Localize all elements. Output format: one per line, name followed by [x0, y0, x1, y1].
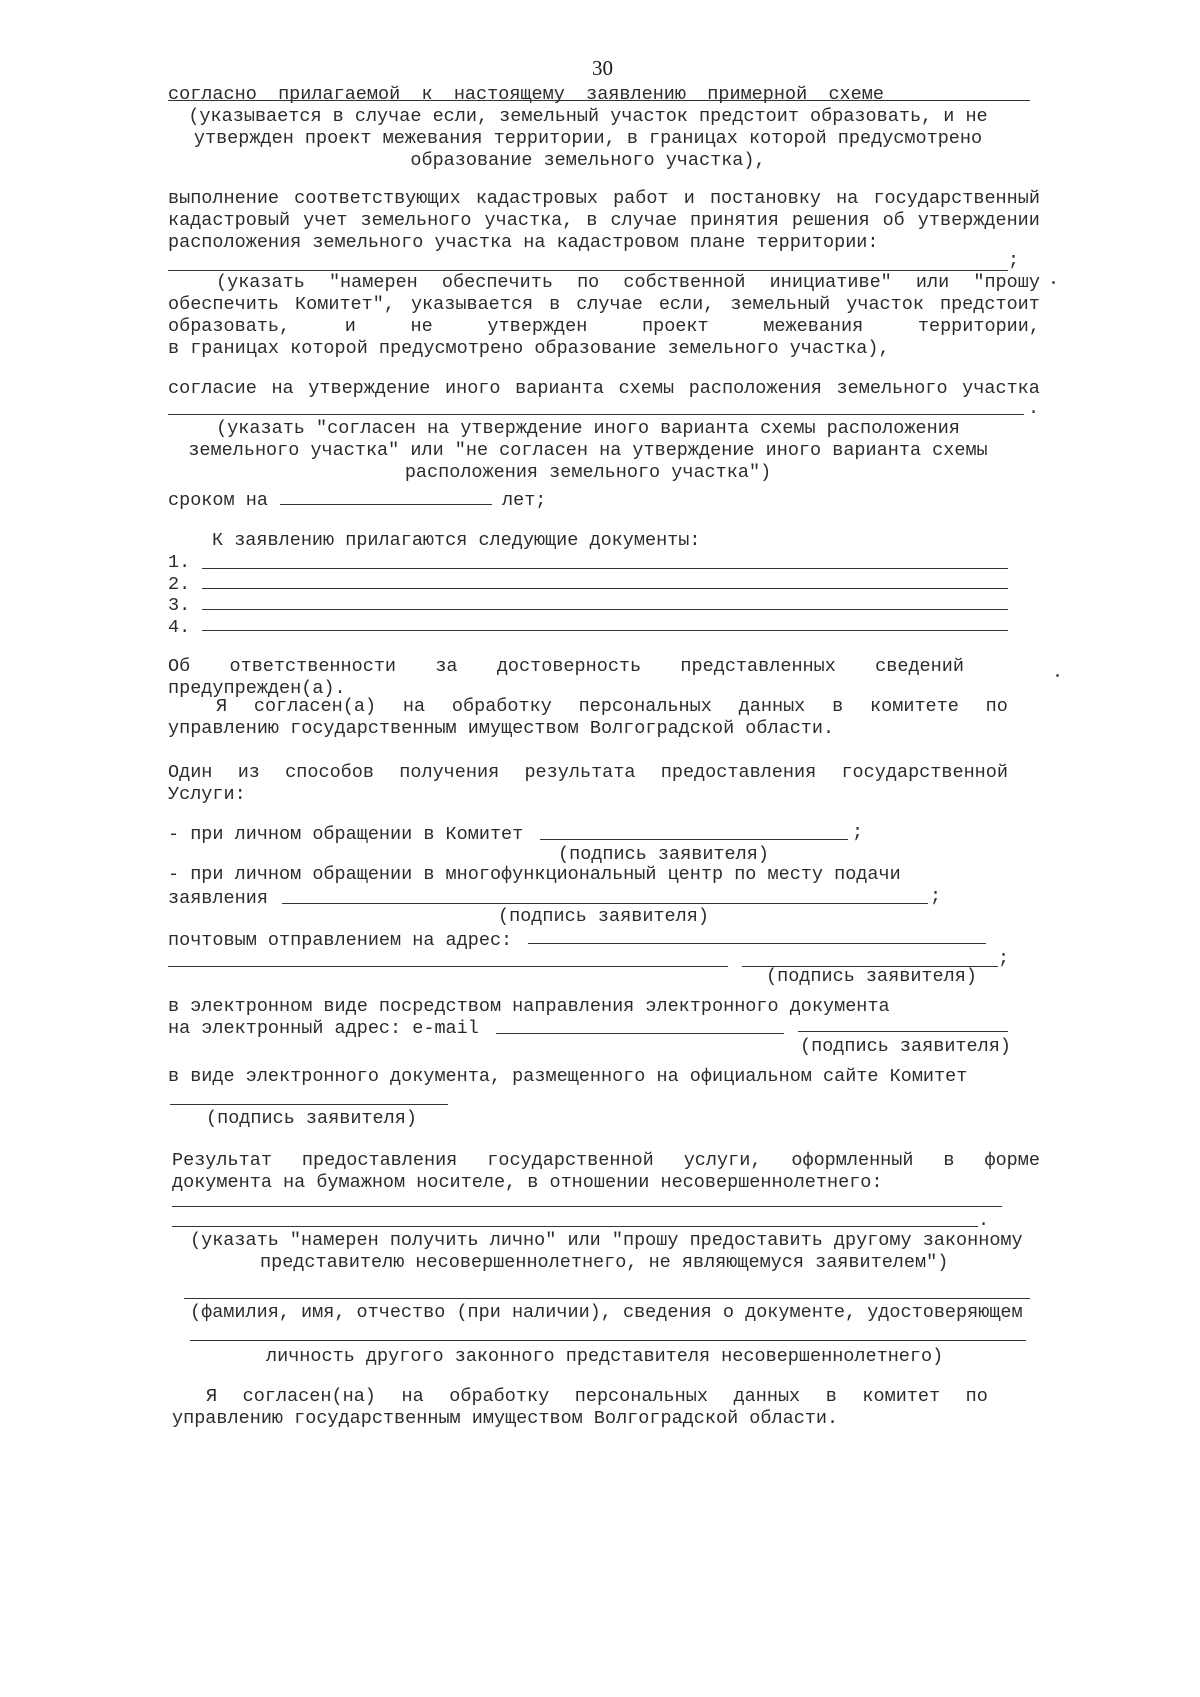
word: схеме: [828, 84, 884, 105]
word: собственной: [623, 272, 746, 293]
variant-note-3: расположения земельного участка"): [404, 462, 772, 483]
signature-caption: (подпись заявителя): [766, 966, 977, 987]
cadastral-line-1: [168, 188, 1040, 209]
scheme-note-3: образование земельного участка),: [410, 150, 766, 171]
word: территории,: [917, 316, 1040, 337]
result-period: .: [978, 1210, 990, 1231]
scan-speck: [1056, 674, 1059, 677]
electronic-method-line-2: на электронный адрес: e-mail: [168, 1018, 479, 1039]
word: персональных: [574, 1386, 708, 1407]
document-item-line[interactable]: [202, 630, 1008, 631]
final-consent-line-1: [206, 1386, 988, 1407]
responsibility-line-1: [168, 656, 964, 677]
word: или: [915, 272, 950, 293]
final-consent-line-2: управлению государственным имуществом Волгоградской области.: [172, 1408, 839, 1429]
word: "прошу: [973, 272, 1040, 293]
mail-address-line-1[interactable]: [528, 943, 986, 944]
consent-line-2: управлению государственным имуществом Волгоградской области.: [168, 718, 835, 739]
word: проект: [642, 316, 709, 337]
responsibility-line-2: предупрежден(а).: [168, 678, 346, 699]
word: прилагаемой: [278, 84, 401, 105]
mail-address-line-2[interactable]: [168, 966, 728, 967]
word: на: [271, 378, 294, 399]
email-signature-line[interactable]: [798, 1031, 1008, 1032]
word: к: [421, 84, 433, 105]
word: Об: [168, 656, 191, 677]
website-method: в виде электронного документа, размещенного на официальном сайте Комитет: [168, 1066, 968, 1087]
scan-speck: [1052, 281, 1055, 284]
word: случае: [576, 294, 643, 315]
word: "намерен: [328, 272, 418, 293]
word: и: [683, 188, 695, 209]
document-item-line[interactable]: [202, 609, 1008, 610]
representative-blank-line-1[interactable]: [184, 1298, 1030, 1299]
word: в: [586, 210, 598, 231]
word: государственной: [841, 762, 1008, 783]
document-item-line[interactable]: [202, 568, 1008, 569]
cadastral-blank-line[interactable]: [168, 270, 1008, 271]
word: варианта: [515, 378, 604, 399]
cadastral-note-2: [168, 294, 1040, 315]
word: согласие: [168, 378, 257, 399]
website-signature-line[interactable]: [170, 1104, 448, 1105]
word: согласно: [168, 84, 257, 105]
document-item-number: 2.: [168, 574, 191, 595]
word: на: [402, 696, 426, 717]
personal-semicolon: ;: [852, 822, 864, 843]
result-blank-line-1[interactable]: [172, 1206, 1002, 1207]
word: работ: [613, 188, 669, 209]
word: учет: [303, 210, 348, 231]
word: из: [237, 762, 260, 783]
document-item-number: 3.: [168, 595, 191, 616]
word: (указать: [216, 272, 305, 293]
document-item-number: 4.: [168, 617, 191, 638]
word: обработку: [451, 696, 552, 717]
word: способов: [285, 762, 374, 783]
cadastral-note-4: в границах которой предусмотрено образование земельного участка),: [168, 338, 890, 359]
word: об: [882, 210, 905, 231]
word: утверждении: [917, 210, 1040, 231]
word: выполнение: [168, 188, 280, 209]
result-line-2: документа на бумажном носителе, в отношении несовершеннолетнего:: [172, 1172, 883, 1193]
word: образовать,: [168, 316, 291, 337]
word: если,: [658, 294, 715, 315]
word: постановку: [709, 188, 821, 209]
word: соответствующих: [294, 188, 461, 209]
word: Один: [168, 762, 213, 783]
term-suffix: лет;: [502, 490, 547, 511]
word: земельного: [360, 210, 472, 231]
word: предоставления: [660, 762, 817, 783]
result-note-4: личность другого законного представителя несовершеннолетнего): [266, 1346, 944, 1367]
cadastral-note-3: [168, 316, 1040, 337]
word: комитете: [870, 696, 959, 717]
word: на: [836, 188, 859, 209]
word: иного: [445, 378, 501, 399]
variant-note-1: (указать "согласен на утверждение иного варианта схемы расположения: [216, 418, 960, 439]
word: обеспечить: [168, 294, 280, 315]
word: решения: [791, 210, 870, 231]
signature-caption: (подпись заявителя): [206, 1108, 417, 1129]
word: Результат: [172, 1150, 272, 1171]
word: согласен(а): [253, 696, 377, 717]
word: участка: [962, 378, 1040, 399]
word: государственной: [487, 1150, 654, 1171]
result-note-3: (фамилия, имя, отчество (при наличии), сведения о документе, удостоверяющем: [190, 1302, 1023, 1323]
word: принятия: [690, 210, 779, 231]
word: расположения: [688, 378, 822, 399]
word: Комитет",: [295, 294, 395, 315]
word: кадастровых: [475, 188, 598, 209]
scheme-line: [168, 84, 884, 105]
word: на: [401, 1386, 424, 1407]
word: результата: [524, 762, 636, 783]
scheme-note-2: утвержден проект межевания территории, в границах которой предусмотрено: [193, 128, 983, 149]
word: согласен(на): [242, 1386, 376, 1407]
electronic-method-line-1: в электронном виде посредством направления электронного документа: [168, 996, 890, 1017]
result-note-2: представителю несовершеннолетнего, не являющемуся заявителем"): [260, 1252, 949, 1273]
email-address-line[interactable]: [496, 1033, 784, 1034]
word: кадастровый: [168, 210, 291, 231]
mfc-signature-line[interactable]: [282, 903, 928, 904]
word: межевания: [763, 316, 864, 337]
term-prefix: сроком на: [168, 490, 268, 511]
word: за: [435, 656, 458, 677]
word: в: [825, 1386, 837, 1407]
word: примерной: [707, 84, 808, 105]
word: государственный: [873, 188, 1040, 209]
variant-note-2: земельного участка" или "не согласен на утверждение иного варианта схемы: [188, 440, 988, 461]
word: инициативе": [769, 272, 892, 293]
word: оформленный: [791, 1150, 914, 1171]
methods-line-2: Услуги:: [168, 784, 246, 805]
variant-consent-end-mark: .: [1028, 398, 1040, 419]
word: данных: [733, 1386, 801, 1407]
word: предстоит: [939, 294, 1040, 315]
scheme-blank-line[interactable]: [168, 100, 1030, 101]
word: достоверность: [496, 656, 642, 677]
word: не: [410, 316, 433, 337]
word: участок: [846, 294, 924, 315]
cadastral-line-3: расположения земельного участка на кадастровом плане территории:: [168, 232, 879, 253]
personal-signature-line[interactable]: [540, 839, 848, 840]
signature-caption: (подпись заявителя): [800, 1036, 1011, 1057]
word: Я: [206, 1386, 218, 1407]
word: ответственности: [229, 656, 397, 677]
word: заявлению: [586, 84, 687, 105]
word: комитет: [862, 1386, 941, 1407]
variant-consent-blank-line[interactable]: [168, 414, 1024, 415]
word: сведений: [875, 656, 964, 677]
word: в: [832, 696, 844, 717]
word: случае: [610, 210, 678, 231]
document-item-line[interactable]: [202, 588, 1008, 589]
cadastral-note-1: [216, 272, 1040, 293]
word: утвержден: [487, 316, 588, 337]
mail-method: почтовым отправлением на адрес:: [168, 930, 513, 951]
signature-caption: (подпись заявителя): [558, 844, 769, 865]
variant-consent-line: [168, 378, 1040, 399]
word: обеспечить: [441, 272, 553, 293]
word: обработку: [449, 1386, 550, 1407]
word: представленных: [680, 656, 836, 677]
scheme-note-1: (указывается в случае если, земельный участок предстоит образовать, и не: [188, 106, 988, 127]
result-blank-line-2[interactable]: [172, 1226, 978, 1227]
word: форме: [984, 1150, 1040, 1171]
mfc-method-line-2: заявления: [168, 888, 268, 909]
cadastral-line-2: [168, 210, 1040, 231]
word: земельный: [730, 294, 831, 315]
word: услуги,: [683, 1150, 762, 1171]
representative-blank-line-2[interactable]: [190, 1340, 1026, 1341]
personal-method: - при личном обращении в Комитет: [168, 824, 524, 845]
word: земельного: [836, 378, 948, 399]
mail-semicolon: ;: [998, 948, 1010, 969]
word: по: [965, 1386, 988, 1407]
word: участка,: [484, 210, 574, 231]
word: утверждение: [308, 378, 431, 399]
word: данных: [738, 696, 806, 717]
word: получения: [399, 762, 500, 783]
result-note-1: (указать "намерен получить лично" или "прошу предоставить другому законному: [190, 1230, 1023, 1251]
word: Я: [216, 696, 228, 717]
result-line-1: [172, 1150, 1040, 1171]
word: указывается: [410, 294, 534, 315]
word: в: [943, 1150, 955, 1171]
word: предоставления: [301, 1150, 458, 1171]
word: персональных: [578, 696, 712, 717]
word: в: [549, 294, 561, 315]
word: схемы: [618, 378, 675, 399]
consent-line-1: [216, 696, 1008, 717]
mfc-semicolon: ;: [930, 886, 942, 907]
word: по: [985, 696, 1008, 717]
page-number: 30: [592, 56, 613, 80]
word: и: [344, 316, 356, 337]
term-blank-line[interactable]: [280, 504, 492, 505]
document-item-number: 1.: [168, 552, 191, 573]
cadastral-end-mark: ;: [1008, 250, 1020, 271]
signature-caption: (подпись заявителя): [498, 906, 709, 927]
methods-line-1: [168, 762, 1008, 783]
mfc-method-line-1: - при личном обращении в многофункциональный центр по месту подачи: [168, 864, 901, 885]
word: настоящему: [453, 84, 565, 105]
word: по: [577, 272, 600, 293]
documents-heading: К заявлению прилагаются следующие документы:: [212, 530, 701, 551]
